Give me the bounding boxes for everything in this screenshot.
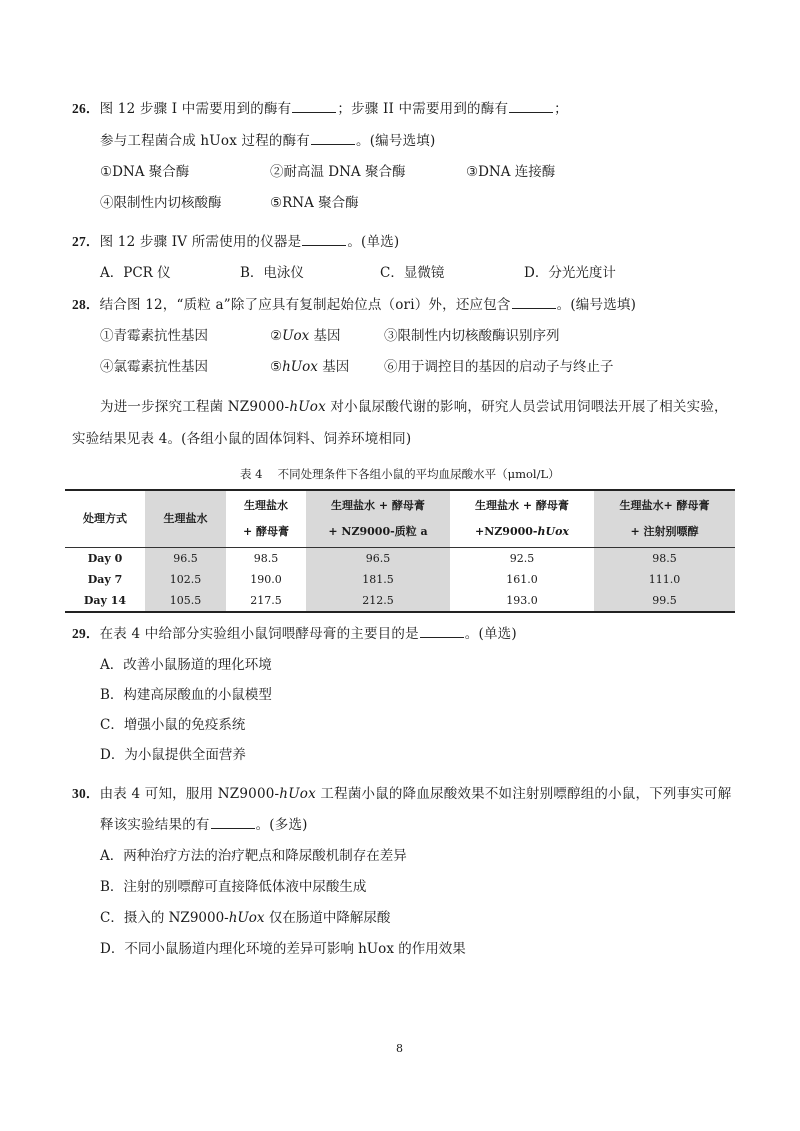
option-c: C．显微镜 xyxy=(380,265,445,281)
option-a: A．两种治疗方法的治疗靶点和降尿酸机制存在差异 xyxy=(100,848,407,864)
option-5 xyxy=(270,358,349,376)
question-26-line2 xyxy=(100,132,435,150)
question-30-line2 xyxy=(100,816,308,834)
question-text: 结合图 12，“质粒 a”除了应具有复制起始位点（ori）外，还应包含 xyxy=(99,297,511,313)
row-label: Day 7 xyxy=(87,573,123,586)
header-saline: 生理盐水 xyxy=(145,490,226,548)
option-text: ④氯霉素抗性基因 xyxy=(100,359,208,375)
cell: 98.5 xyxy=(594,548,735,570)
cell: 96.5 xyxy=(306,548,450,570)
cell: 193.0 xyxy=(506,594,538,607)
header-text: +NZ9000- xyxy=(475,525,538,538)
option-text: ⑤ xyxy=(270,359,283,375)
table-4 xyxy=(65,489,735,613)
cell: 96.5 xyxy=(145,548,226,570)
question-number: 26． xyxy=(72,101,100,116)
cell: 217.5 xyxy=(250,594,282,607)
question-number: 29． xyxy=(72,626,100,641)
row-label: Day 0 xyxy=(87,552,123,565)
gene-name: hUox xyxy=(289,399,326,415)
intro-paragraph-line1 xyxy=(100,398,728,416)
answer-blank[interactable] xyxy=(302,233,346,246)
option-2 xyxy=(270,327,341,345)
question-text: 在表 4 中给部分实验组小鼠饲喂酵母膏的主要目的是 xyxy=(99,626,419,642)
option-b: B．电泳仪 xyxy=(240,265,304,281)
table-caption: 表 4 不同处理条件下各组小鼠的平均血尿酸水平（μmol/L） xyxy=(240,467,560,481)
answer-blank[interactable] xyxy=(420,625,464,638)
question-27 xyxy=(72,233,399,251)
paragraph-text: 对小鼠尿酸代谢的影响，研究人员尝试用饲喂法开展了相关实验， xyxy=(325,399,728,415)
cell: 102.5 xyxy=(145,569,226,590)
question-text: 参与工程菌合成 hUox 过程的酶有 xyxy=(100,133,310,149)
cell: 161.0 xyxy=(506,573,538,586)
question-text: 。(编号选填) xyxy=(356,133,436,149)
answer-blank[interactable] xyxy=(292,100,336,113)
option-3 xyxy=(384,327,560,345)
question-text: 图 12 步骤 IV 所需使用的仪器是 xyxy=(99,234,302,250)
header-line: + 酵母膏 xyxy=(242,525,290,538)
cell: 99.5 xyxy=(594,590,735,612)
option-c xyxy=(100,909,390,927)
answer-blank[interactable] xyxy=(311,132,355,145)
header-line: 生理盐水 + 酵母膏 xyxy=(331,499,425,512)
answer-blank[interactable] xyxy=(512,296,556,309)
header-treatment: 处理方式 xyxy=(65,490,145,548)
question-text: ；步骤 II 中需要用到的酶有 xyxy=(337,101,509,117)
gene-name: hUox xyxy=(537,525,569,538)
question-26 xyxy=(72,100,568,118)
option-text: 基因 xyxy=(309,328,341,344)
question-text: 释该实验结果的有 xyxy=(100,817,210,833)
header-line: 生理盐水 xyxy=(244,499,288,512)
question-number: 30． xyxy=(72,786,100,801)
table-row xyxy=(65,569,735,590)
option-b: B．注射的别嘌醇可直接降低体液中尿酸生成 xyxy=(100,879,367,895)
option-c: C．增强小鼠的免疫系统 xyxy=(100,717,246,733)
option-text: ①青霉素抗性基因 xyxy=(100,328,208,344)
answer-blank[interactable] xyxy=(509,100,553,113)
option-4 xyxy=(100,358,208,376)
header-line xyxy=(454,519,590,545)
cell: 111.0 xyxy=(594,569,735,590)
gene-name: hUox xyxy=(228,910,265,926)
gene-name: hUox xyxy=(279,786,316,802)
option-2: ②耐高温 DNA 聚合酶 xyxy=(270,164,406,180)
option-text: 仅在肠道中降解尿酸 xyxy=(264,910,391,926)
question-text: 。(多选) xyxy=(255,817,308,833)
header-saline-yeast-plasmid xyxy=(306,490,450,548)
option-d: D．分光光度计 xyxy=(524,265,616,281)
option-1: ①DNA 聚合酶 xyxy=(100,164,190,180)
question-text: ； xyxy=(554,101,568,117)
intro-paragraph-line2: 实验结果见表 4。(各组小鼠的固体饲料、饲养环境相同) xyxy=(72,431,412,447)
option-4: ④限制性内切核酸酶 xyxy=(100,195,222,211)
cell: 98.5 xyxy=(253,552,279,565)
question-number: 27． xyxy=(72,234,100,249)
option-5: ⑤RNA 聚合酶 xyxy=(270,195,359,211)
header-line: 生理盐水 + 酵母膏 xyxy=(475,499,569,512)
option-a: A．改善小鼠肠道的理化环境 xyxy=(100,657,272,673)
header-saline-yeast-allopurinol xyxy=(594,490,735,548)
paragraph-text: 为进一步探究工程菌 NZ9000- xyxy=(100,399,290,415)
question-text: 。(单选) xyxy=(464,626,517,642)
row-label: Day 14 xyxy=(83,594,127,607)
option-d: D．为小鼠提供全面营养 xyxy=(100,747,246,763)
answer-blank[interactable] xyxy=(211,816,255,829)
question-text: 。(单选) xyxy=(347,234,400,250)
option-d: D．不同小鼠肠道内理化环境的差异可影响 hUox 的作用效果 xyxy=(100,941,466,957)
header-line: + NZ9000-质粒 a xyxy=(328,525,428,538)
question-text: 由表 4 可知，服用 NZ9000- xyxy=(99,786,280,802)
cell: 105.5 xyxy=(145,590,226,612)
option-text: ③限制性内切核酸酶识别序列 xyxy=(384,328,560,344)
option-6 xyxy=(384,358,614,376)
question-29 xyxy=(72,625,517,643)
gene-name: Uox xyxy=(282,328,310,344)
table-header-row xyxy=(65,490,735,548)
option-b: B．构建高尿酸血的小鼠模型 xyxy=(100,687,272,703)
option-3: ③DNA 连接酶 xyxy=(466,164,556,180)
header-saline-yeast xyxy=(226,490,306,548)
option-text: 基因 xyxy=(317,359,350,375)
cell: 92.5 xyxy=(509,552,535,565)
option-text: C．摄入的 NZ9000- xyxy=(100,910,229,926)
cell: 212.5 xyxy=(306,590,450,612)
question-30 xyxy=(72,785,731,803)
header-saline-yeast-huox xyxy=(450,490,594,548)
question-number: 28． xyxy=(72,297,100,312)
option-a: A．PCR 仪 xyxy=(100,265,171,281)
page-number: 8 xyxy=(396,1042,403,1055)
table-row xyxy=(65,548,735,570)
question-28 xyxy=(72,296,636,314)
option-text: ② xyxy=(270,328,283,344)
option-1 xyxy=(100,327,208,345)
question-text: 。(编号选填) xyxy=(556,297,637,313)
gene-name: hUox xyxy=(282,359,318,375)
table-row xyxy=(65,590,735,612)
header-line: 生理盐水+ 酵母膏 xyxy=(619,499,710,512)
cell: 190.0 xyxy=(250,573,282,586)
option-text: ⑥用于调控目的基因的启动子与终止子 xyxy=(384,359,614,375)
cell: 181.5 xyxy=(306,569,450,590)
question-text: 图 12 步骤 I 中需要用到的酶有 xyxy=(99,101,292,117)
question-text: 工程菌小鼠的降血尿酸效果不如注射别嘌醇组的小鼠，下列事实可解 xyxy=(315,786,732,802)
header-line: + 注射别嘌醇 xyxy=(630,525,699,538)
